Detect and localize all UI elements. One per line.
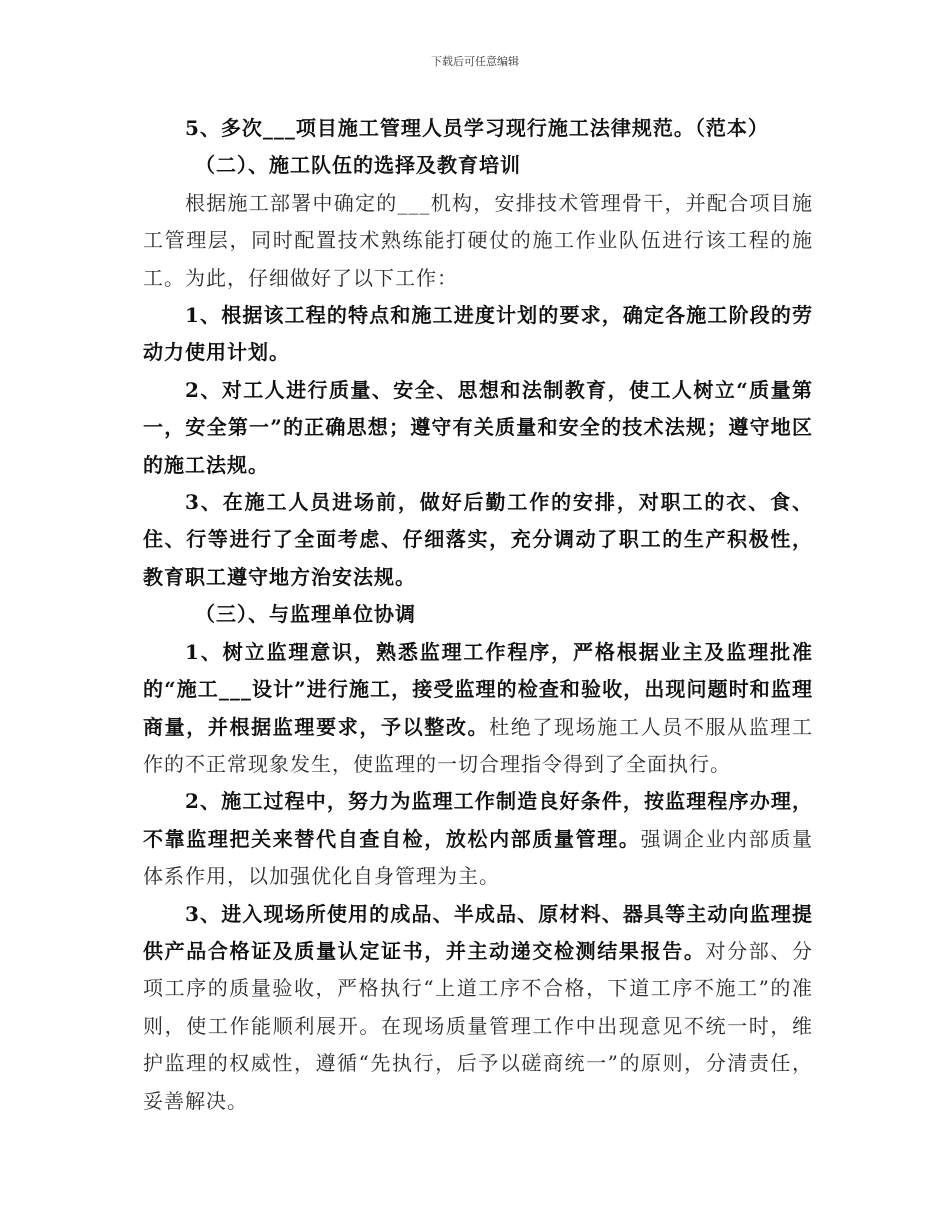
section-heading-3: （三）、与监理单位协调 [195, 602, 416, 627]
paragraph-supervision-1-bold: 1、树立监理意识，熟悉监理工作程序，严格根据业主及监理批准的“施工___设计”进行施工，接受监理的检查和验收，出现问题时和监理商量，并根据监理要求，予以整改。 [143, 639, 813, 739]
section-heading-2: （二）、施工队伍的选择及教育培训 [195, 153, 521, 178]
page-header: 下载后可任意编辑 [431, 55, 519, 68]
paragraph-item-3: 3、在施工人员进场前，做好后勤工作的安排，对职工的衣、食、住、行等进行了全面考虑、仔细落实，充分调动了职工的生产积极性，教育职工遵守地方治安法规。 [143, 490, 813, 589]
paragraph-supervision-1 [143, 634, 813, 784]
paragraph-supervision-2 [143, 783, 813, 895]
document-body [143, 110, 813, 1120]
paragraph-supervision-2-normal: 强调企业内部质量体系作用，以加强优化自身管理为主。 [143, 826, 814, 889]
paragraph-supervision-3-normal: 对分部、分项工序的质量验收，严格执行“上道工序不合格，下道工序不施工”的准则，使工作能顺利展开。在现场质量管理工作中出现意见不统一时，维护监理的权威性，遵循“先执行，后予以磋商统一”的原则，分清责任，妥善解决。 [143, 938, 814, 1113]
paragraph-item-1: 1、根据该工程的特点和施工进度计划的要求，确定各施工阶段的劳动力使用计划。 [143, 303, 813, 365]
paragraph-item-5: 5、多次___项目施工管理人员学习现行施工法律规范。（范本） [185, 116, 769, 140]
paragraph-intro: 根据施工部署中确定的___机构，安排技术管理骨干，并配合项目施工管理层，同时配置技术熟练能打硬仗的施工作业队伍进行该工程的施工。为此，仔细做好了以下工作： [143, 190, 813, 290]
paragraph-supervision-3 [143, 896, 813, 1120]
paragraph-item-2: 2、对工人进行质量、安全、思想和法制教育，使工人树立“质量第一，安全第一”的正确思想；遵守有关质量和安全的技术法规；遵守地区的施工法规。 [143, 377, 813, 477]
paragraph-supervision-2-bold: 2、施工过程中，努力为监理工作制造良好条件，按监理程序办理，不靠监理把关来替代自查自检，放松内部质量管理。 [143, 789, 813, 851]
paragraph-supervision-1-normal: 杜绝了现场施工人员不服从监理工作的不正常现象发生，使监理的一切合理指令得到了全面执行。 [143, 714, 814, 776]
paragraph-supervision-3-bold: 3、进入现场所使用的成品、半成品、原材料、器具等主动向监理提供产品合格证及质量认定证书，并主动递交检测结果报告。 [143, 901, 813, 963]
